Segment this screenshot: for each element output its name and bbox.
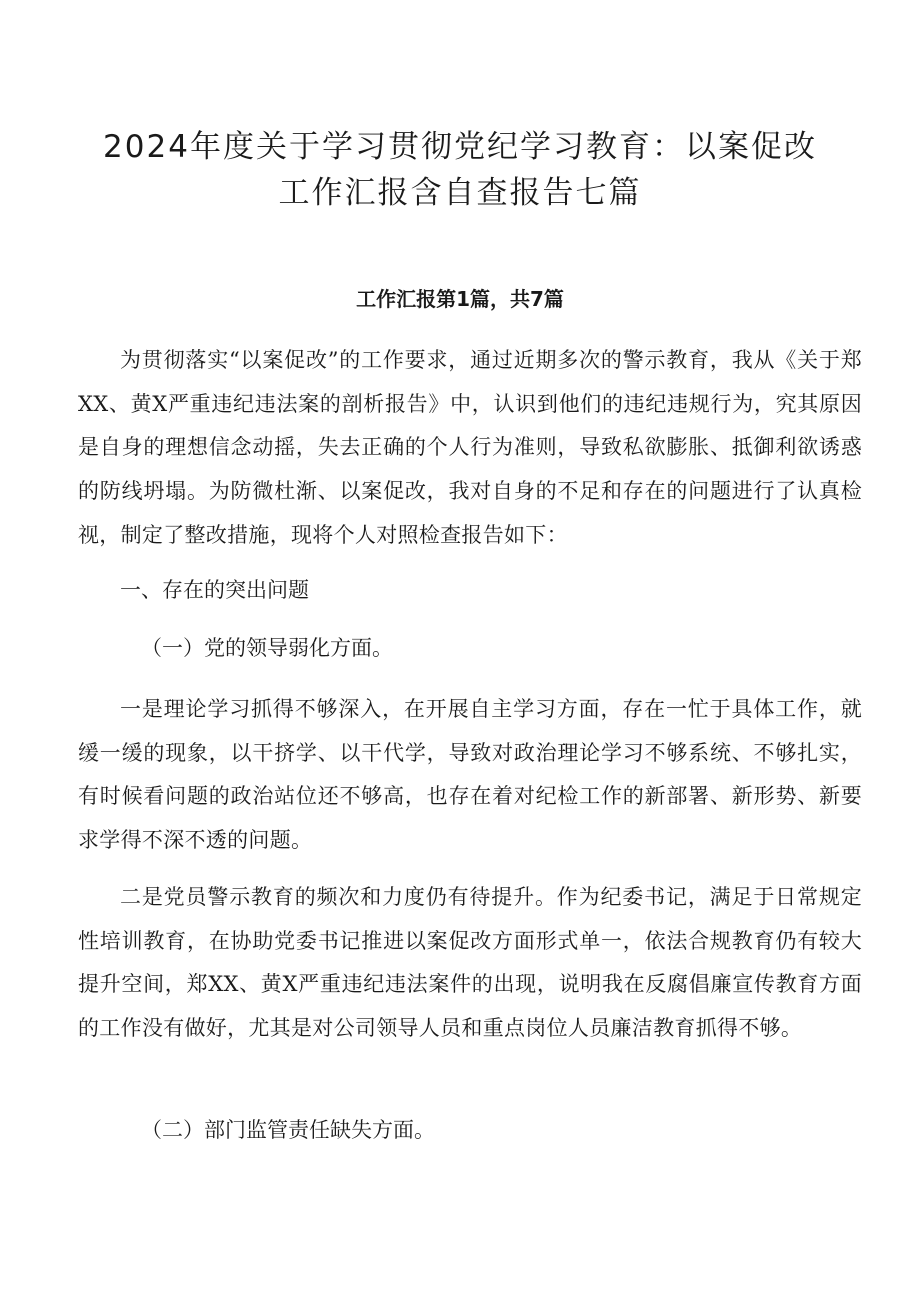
- section-1-block: [78, 569, 862, 613]
- point-1-block: [78, 688, 862, 863]
- document-title: 2024年度关于学习贯彻党纪学习教育：以案促改工作汇报含自查报告七篇: [103, 129, 817, 211]
- subsection-heading-2: （二）部门监管责任缺失方面。: [141, 1118, 435, 1142]
- paragraph-point-1: 一是理论学习抓得不够深入，在开展自主学习方面，存在一忙于具体工作，就缓一缓的现象，以干挤学、以干代学，导致对政治理论学习不够系统、不够扎实，有时候看问题的政治站位还不够高，也存在着对纪检工作的新部署、新形势、新要求学得不深不透的问题。: [78, 697, 862, 853]
- paragraph-intro: 为贯彻落实“以案促改”的工作要求，通过近期多次的警示教育，我从《关于郑XX、黄X严重违纪违法案的剖析报告》中，认识到他们的违纪违规行为，究其原因是自身的理想信念动摇，失去正确的个人行为准则，导致私欲膨胀、抵御利欲诱惑的防线坍塌。为防微杜渐、以案促改，我对自身的不足和存在的问题进行了认真检视，制定了整改措施，现将个人对照检查报告如下：: [78, 348, 862, 547]
- section-heading-1: 一、存在的突出问题: [120, 578, 309, 602]
- paragraph-intro-block: [78, 339, 862, 558]
- point-2-block: [78, 876, 862, 1051]
- document-subtitle: 工作汇报第1篇，共7篇: [356, 287, 564, 311]
- subsection-heading-1: （一）党的领导弱化方面。: [141, 636, 393, 660]
- paragraph-point-2: 二是党员警示教育的频次和力度仍有待提升。作为纪委书记，满足于日常规定性培训教育，在协助党委书记推进以案促改方面形式单一，依法合规教育仍有较大提升空间，郑XX、黄X严重违纪违法案件的出现，说明我在反腐倡廉宣传教育方面的工作没有做好，尤其是对公司领导人员和重点岗位人员廉洁教育抓得不够。: [78, 885, 862, 1041]
- subsection-1-block: [78, 627, 862, 671]
- subsection-2-block: [78, 1109, 862, 1153]
